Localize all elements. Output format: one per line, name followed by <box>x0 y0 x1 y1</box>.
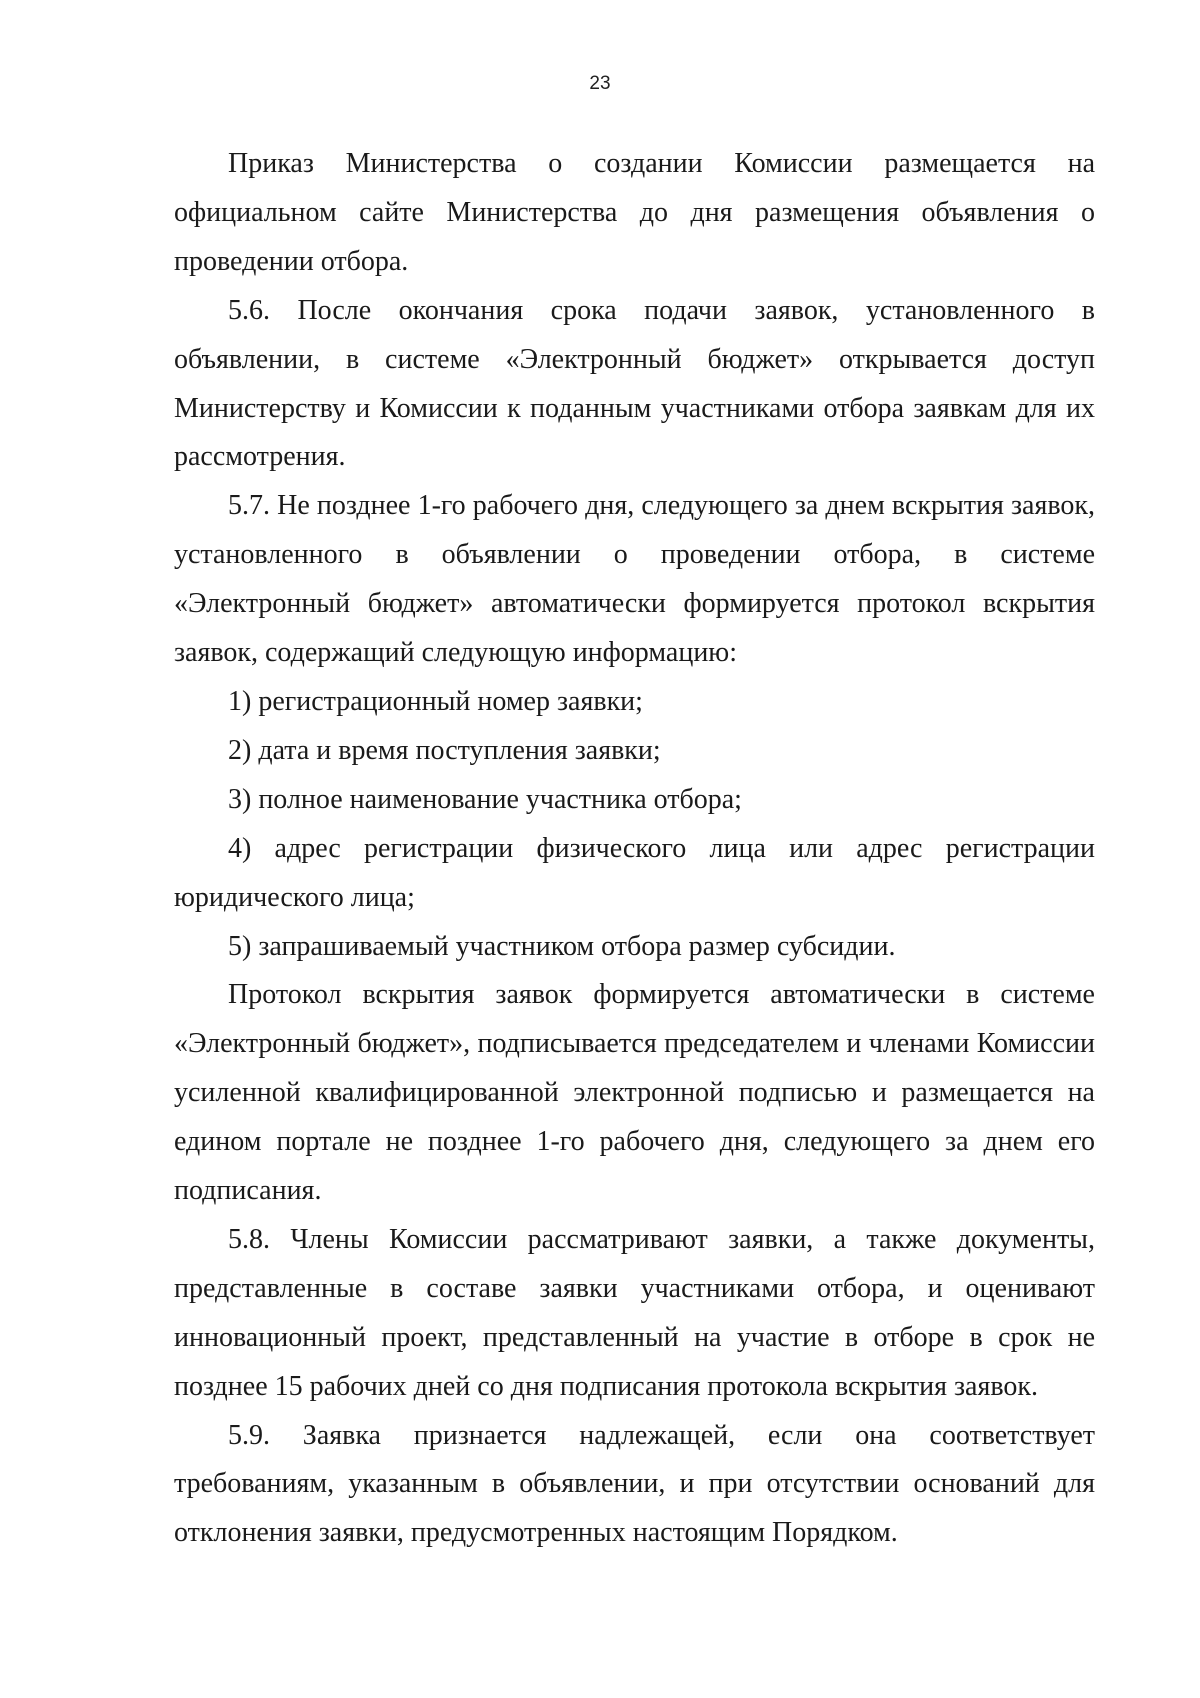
list-item-3: 3) полное наименование участника отбора; <box>228 783 742 815</box>
paragraph-protocol: Протокол вскрытия заявок формируется автоматически в системе «Электронный бюджет», подписывается председателем и членами Комиссии усиленной квалифицированной электронной подписью и размещается на едином портале не позднее 1-го рабочего дня, следующего за днем его подписания. <box>174 979 1095 1207</box>
list-item-1: 1) регистрационный номер заявки; <box>228 685 643 717</box>
paragraph-5-6: 5.6. После окончания срока подачи заявок, установленного в объявлении, в системе «Электронный бюджет» открывается доступ Министерству и Комиссии к поданным участниками отбора заявкам для их рассмотрения. <box>174 294 1095 473</box>
paragraph-5-8: 5.8. Члены Комиссии рассматривают заявки, а также документы, представленные в составе заявки участниками отбора, и оценивают инновационный проект, представленный на участие в отборе в срок не позднее 15 рабочих дней со дня подписания протокола вскрытия заявок. <box>174 1223 1095 1402</box>
paragraph-commission-order: Приказ Министерства о создании Комиссии размещается на официальном сайте Министерства до дня размещения объявления о проведении отбора. <box>174 148 1095 277</box>
list-item-2: 2) дата и время поступления заявки; <box>228 734 661 766</box>
list-item-5: 5) запрашиваемый участником отбора размер субсидии. <box>228 930 896 962</box>
list-item-4: 4) адрес регистрации физического лица или адрес регистрации юридического лица; <box>174 832 1095 913</box>
document-body <box>174 140 1095 1558</box>
paragraph-5-9: 5.9. Заявка признается надлежащей, если она соответствует требованиям, указанным в объявлении, и при отсутствии оснований для отклонения заявки, предусмотренных настоящим Порядком. <box>174 1419 1095 1549</box>
paragraph-5-7: 5.7. Не позднее 1-го рабочего дня, следующего за днем вскрытия заявок, установленного в объявлении о проведении отбора, в системе «Электронный бюджет» автоматически формируется протокол вскрытия заявок, содержащий следующую информацию: <box>174 490 1095 669</box>
page-number: 23 <box>589 73 611 94</box>
